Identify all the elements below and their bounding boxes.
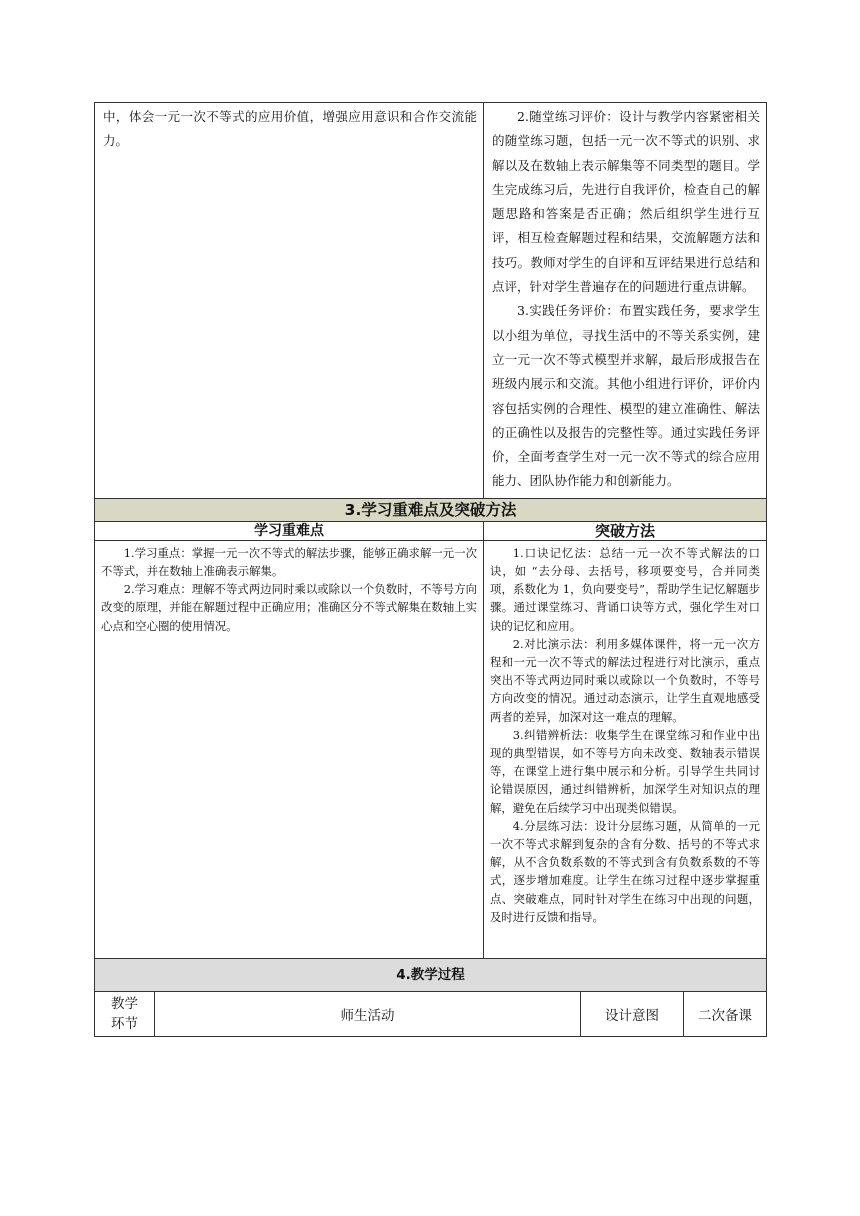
evaluation-continuation-table	[94, 102, 767, 499]
section-4-title: 4.教学过程	[95, 958, 767, 991]
evaluation-paragraph: 3.实践任务评价：布置实践任务，要求学生以小组为单位，寻找生活中的不等关系实例，建立一元一次不等式模型并求解，最后形成报告在班级内展示和交流。其他小组进行评价，评价内容包括实例的合理性、模型的建立准确性、解法的正确性以及报告的完整性等。通过实践任务评价，全面考查学生对一元一次不等式的综合应用能力、团队协作能力和创新能力。	[492, 303, 760, 489]
key-point-item: 1.学习重点：掌握一元一次不等式的解法步骤，能够正确求解一元一次不等式，并在数轴上准确表示解集。	[101, 545, 477, 578]
intent-header: 设计意图	[581, 991, 684, 1036]
evaluation-continuation-cell	[484, 103, 767, 499]
method-item: 3.纠错辨析法：收集学生在课堂练习和作业中出现的典型错误，如不等号方向未改变、数轴表示错误等，在课堂上进行集中展示和分析。引导学生共同讨论错误原因，通过纠错辨析，加深学生对知识点的理解，避免在后续学习中出现类似错误。	[490, 727, 760, 815]
key-points-header: 学习重难点	[95, 521, 484, 540]
lesson-plan-page	[94, 102, 766, 1037]
stage-header-line2: 环节	[111, 1015, 138, 1032]
key-points-table	[94, 498, 767, 959]
method-item: 1.口诀记忆法：总结一元一次不等式解法的口诀，如 “去分母、去括号，移项要变号，合并同类项，系数化为 1，负向要变号”，帮助学生记忆解题步骤。通过课堂练习、背诵口诀等方式，强化学生对口诀的记忆和应用。	[490, 545, 760, 633]
methods-cell	[484, 540, 767, 958]
methods-header: 突破方法	[484, 521, 767, 540]
activity-header: 师生活动	[155, 991, 581, 1036]
section-3-title: 3.学习重难点及突破方法	[95, 498, 767, 521]
objective-continuation-cell	[95, 103, 484, 499]
backup-header: 二次备课	[684, 991, 767, 1036]
method-item: 4.分层练习法：设计分层练习题，从简单的一元一次不等式求解到复杂的含有分数、括号的不等式求解，从不含负数系数的不等式到含有负数系数的不等式，逐步增加难度。让学生在练习过程中逐步掌握重点、突破难点，同时针对学生在练习中出现的问题，及时进行反馈和指导。	[490, 818, 760, 924]
objective-continuation-text: 中，体会一元一次不等式的应用价值，增强应用意识和合作交流能力。	[103, 109, 477, 149]
evaluation-paragraph: 2.随堂练习评价：设计与教学内容紧密相关的随堂练习题，包括一元一次不等式的识别、求解以及在数轴上表示解集等不同类型的题目。学生完成练习后，先进行自我评价，检查自己的解题思路和答案是否正确；然后组织学生进行互评，相互检查解题过程和结果，交流解题方法和技巧。教师对学生的自评和互评结果进行总结和点评，针对学生普遍存在的问题进行重点讲解。	[492, 109, 760, 295]
key-point-item: 2.学习难点：理解不等式两边同时乘以或除以一个负数时，不等号方向改变的原理，并能在解题过程中正确应用；准确区分不等式解集在数轴上实心点和空心圈的使用情况。	[101, 582, 477, 633]
key-points-cell	[95, 540, 484, 958]
stage-header	[95, 991, 155, 1036]
teaching-process-table	[94, 958, 767, 1037]
method-item: 2.对比演示法：利用多媒体课件，将一元一次方程和一元一次不等式的解法过程进行对比演示，重点突出不等式两边同时乘以或除以一个负数时，不等号方向改变的情况。通过动态演示，让学生直观地感受两者的差异，加深对这一难点的理解。	[490, 636, 760, 724]
stage-header-line1: 教学	[111, 995, 138, 1012]
